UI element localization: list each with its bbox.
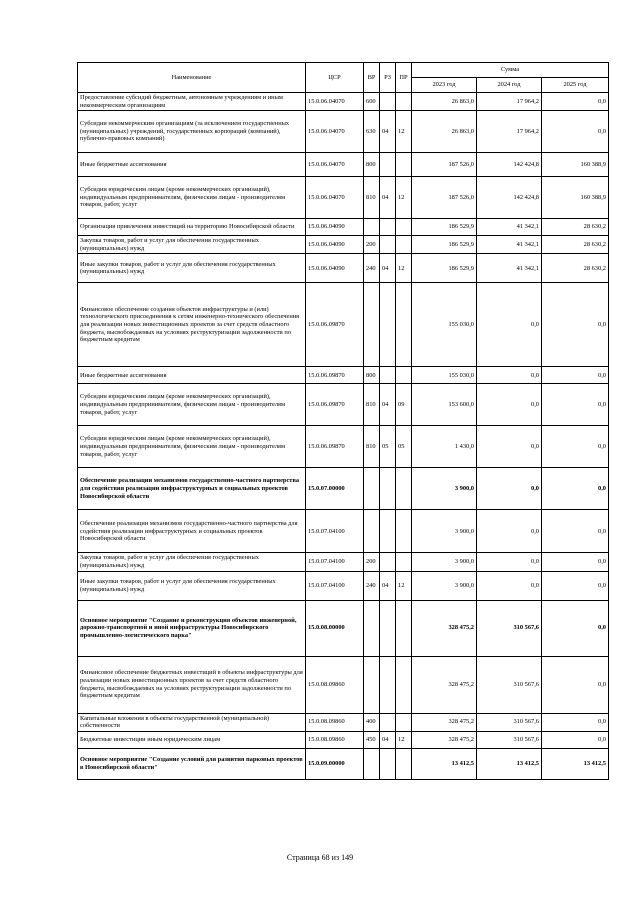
table-row (78, 468, 609, 510)
row-rz (380, 236, 396, 254)
row-csr: 15.0.06.04090 (306, 236, 364, 254)
row-name: Субсидии юридическим лицам (кроме некоммерческих организаций), индивидуальным предпринимателям, физическим лицам - производителям товаров, работ, услуг (78, 384, 306, 426)
row-value-2025: 0,0 (542, 571, 609, 600)
row-pr (396, 748, 412, 779)
table-row (78, 426, 609, 468)
row-name: Организация привлечения инвестиций на территорию Новосибирской области (78, 219, 306, 236)
row-csr: 15.0.06.04090 (306, 254, 364, 283)
row-csr: 15.0.07.00000 (306, 468, 364, 510)
row-csr: 15.0.06.04090 (306, 219, 364, 236)
row-value-2023: 3 900,0 (412, 553, 477, 571)
row-value-2024: 0,0 (477, 367, 542, 384)
row-pr: 05 (396, 426, 412, 468)
row-csr: 15.0.07.04100 (306, 571, 364, 600)
row-pr (396, 468, 412, 510)
row-vr: 200 (364, 553, 380, 571)
header-name: Наименование (78, 63, 306, 93)
row-vr: 240 (364, 571, 380, 600)
row-pr (396, 553, 412, 571)
row-pr (396, 93, 412, 111)
header-pr: ПР (396, 63, 412, 93)
row-vr: 450 (364, 731, 380, 748)
row-name: Субсидии некоммерческим организациям (за исключением государственных (муниципальных) учреждений, государственных корпораций (компаний), публично-правовых компаний) (78, 111, 306, 153)
row-value-2024: 0,0 (477, 384, 542, 426)
header-year-2024: 2024 год (477, 78, 542, 93)
row-name: Основное мероприятие "Создание условий для развития парковых проектов в Новосибирской области" (78, 748, 306, 779)
row-value-2023: 187 526,0 (412, 153, 477, 177)
row-name: Обеспечение реализации механизмов государственно-частного партнерства для содействия реализации инфраструктурных и социальных проектов Новосибирской области (78, 510, 306, 553)
table-body (78, 93, 609, 780)
row-value-2023: 26 863,0 (412, 111, 477, 153)
row-rz: 04 (380, 254, 396, 283)
row-rz (380, 219, 396, 236)
row-name: Субсидии юридическим лицам (кроме некоммерческих организаций), индивидуальным предпринимателям, физическим лицам - производителям товаров, работ, услуг (78, 426, 306, 468)
row-csr: 15.0.08.00000 (306, 600, 364, 656)
row-value-2024: 41 342,1 (477, 254, 542, 283)
row-rz: 05 (380, 426, 396, 468)
row-value-2025: 0,0 (542, 426, 609, 468)
row-csr: 15.0.08.09860 (306, 731, 364, 748)
row-rz (380, 468, 396, 510)
row-value-2024: 0,0 (477, 571, 542, 600)
row-pr: 12 (396, 111, 412, 153)
row-rz: 04 (380, 111, 396, 153)
row-name: Финансовое обеспечение создания объектов инфраструктуры и (или) технологического присоединения к сетям инженерно-технического обеспечения для реализации новых инвестиционных проектов за счет средств областного бюджета, высвобождаемых на условиях реструктуризации задолженности по бюджетным кредитам (78, 283, 306, 367)
table-row (78, 748, 609, 779)
row-name: Бюджетные инвестиции иным юридическим лицам (78, 731, 306, 748)
row-value-2024: 0,0 (477, 283, 542, 367)
row-vr: 240 (364, 254, 380, 283)
row-value-2025: 0,0 (542, 510, 609, 553)
row-rz (380, 553, 396, 571)
row-rz (380, 283, 396, 367)
row-value-2024: 310 567,6 (477, 656, 542, 713)
header-vr: ВР (364, 63, 380, 93)
row-vr (364, 510, 380, 553)
row-value-2023: 26 863,0 (412, 93, 477, 111)
row-value-2024: 310 567,6 (477, 713, 542, 731)
row-name: Субсидии юридическим лицам (кроме некоммерческих организаций), индивидуальным предпринимателям, физическим лицам - производителям товаров, работ, услуг (78, 177, 306, 219)
row-rz (380, 748, 396, 779)
header-rz: РЗ (380, 63, 396, 93)
row-csr: 15.0.09.00000 (306, 748, 364, 779)
row-value-2025: 0,0 (542, 283, 609, 367)
table-row (78, 731, 609, 748)
row-value-2025: 28 630,2 (542, 219, 609, 236)
row-value-2024: 0,0 (477, 468, 542, 510)
row-vr (364, 748, 380, 779)
row-value-2024: 142 424,8 (477, 153, 542, 177)
row-value-2024: 41 342,1 (477, 236, 542, 254)
row-name: Иные закупки товаров, работ и услуг для обеспечения государственных (муниципальных) нужд (78, 571, 306, 600)
row-value-2025: 0,0 (542, 93, 609, 111)
table-row (78, 93, 609, 111)
page-footer: Страница 68 из 149 (286, 853, 354, 862)
row-pr (396, 510, 412, 553)
row-csr: 15.0.06.09870 (306, 384, 364, 426)
row-csr: 15.0.07.04100 (306, 553, 364, 571)
table-row (78, 713, 609, 731)
budget-table (77, 62, 609, 780)
row-value-2023: 187 526,0 (412, 177, 477, 219)
row-value-2025: 160 388,9 (542, 153, 609, 177)
row-value-2023: 186 529,9 (412, 219, 477, 236)
row-pr: 12 (396, 254, 412, 283)
row-value-2023: 155 030,0 (412, 283, 477, 367)
row-rz (380, 600, 396, 656)
row-vr (364, 283, 380, 367)
row-pr: 12 (396, 177, 412, 219)
row-name: Закупка товаров, работ и услуг для обеспечения государственных (муниципальных) нужд (78, 236, 306, 254)
row-vr: 810 (364, 384, 380, 426)
row-value-2025: 0,0 (542, 111, 609, 153)
row-value-2025: 0,0 (542, 656, 609, 713)
row-value-2025: 160 388,9 (542, 177, 609, 219)
row-pr (396, 219, 412, 236)
row-value-2025: 13 412,5 (542, 748, 609, 779)
table-row (78, 254, 609, 283)
row-name: Обеспечение реализации механизмов государственно-частного партнерства для содействия реализации инфраструктурных и социальных проектов Новосибирской области (78, 468, 306, 510)
row-name: Иные бюджетные ассигнования (78, 367, 306, 384)
row-vr (364, 656, 380, 713)
row-vr: 630 (364, 111, 380, 153)
row-value-2023: 3 900,0 (412, 571, 477, 600)
row-rz (380, 93, 396, 111)
row-rz (380, 367, 396, 384)
row-value-2023: 328 475,2 (412, 713, 477, 731)
row-csr: 15.0.06.04070 (306, 93, 364, 111)
table-row (78, 571, 609, 600)
row-value-2025: 0,0 (542, 600, 609, 656)
row-pr (396, 153, 412, 177)
table-row (78, 656, 609, 713)
row-value-2025: 28 630,2 (542, 236, 609, 254)
row-vr: 200 (364, 236, 380, 254)
row-vr: 810 (364, 177, 380, 219)
table-row (78, 111, 609, 153)
table-row (78, 384, 609, 426)
row-csr: 15.0.06.04070 (306, 177, 364, 219)
header-csr: ЦСР (306, 63, 364, 93)
row-rz (380, 153, 396, 177)
row-pr (396, 236, 412, 254)
row-vr (364, 468, 380, 510)
row-rz: 04 (380, 177, 396, 219)
table-row (78, 219, 609, 236)
row-rz: 04 (380, 731, 396, 748)
row-value-2025: 0,0 (542, 731, 609, 748)
row-value-2024: 142 424,8 (477, 177, 542, 219)
row-pr: 12 (396, 571, 412, 600)
row-name: Финансовое обеспечение бюджетных инвестиций в объекты инфраструктуры для реализации новых инвестиционных проектов за счет средств областного бюджета, высвобождаемых на условиях реструктуризации задолженности по бюджетным кредитам (78, 656, 306, 713)
row-value-2024: 17 964,2 (477, 111, 542, 153)
row-value-2023: 155 030,0 (412, 367, 477, 384)
row-value-2024: 13 412,5 (477, 748, 542, 779)
row-csr: 15.0.06.04070 (306, 153, 364, 177)
row-name: Предоставление субсидий бюджетным, автономным учреждениям и иным некоммерческим организациям (78, 93, 306, 111)
row-pr (396, 656, 412, 713)
row-vr: 400 (364, 713, 380, 731)
row-rz: 04 (380, 384, 396, 426)
row-pr (396, 713, 412, 731)
row-csr: 15.0.06.09870 (306, 426, 364, 468)
table-row (78, 177, 609, 219)
row-value-2023: 186 529,9 (412, 236, 477, 254)
table-row (78, 283, 609, 367)
row-pr (396, 283, 412, 367)
row-vr: 810 (364, 426, 380, 468)
row-value-2024: 41 342,1 (477, 219, 542, 236)
row-csr: 15.0.07.04100 (306, 510, 364, 553)
row-value-2025: 0,0 (542, 468, 609, 510)
row-vr: 800 (364, 367, 380, 384)
row-pr (396, 600, 412, 656)
row-rz (380, 713, 396, 731)
row-vr: 600 (364, 93, 380, 111)
row-rz (380, 510, 396, 553)
row-value-2023: 3 900,0 (412, 510, 477, 553)
row-pr: 12 (396, 731, 412, 748)
table-row (78, 553, 609, 571)
row-name: Основное мероприятие "Создание и реконструкция объектов инженерной, дорожно-транспортной и иной инфраструктуры Новосибирского промышленно-логистического парка" (78, 600, 306, 656)
row-csr: 15.0.06.04070 (306, 111, 364, 153)
row-pr: 09 (396, 384, 412, 426)
row-value-2023: 1 430,0 (412, 426, 477, 468)
row-csr: 15.0.08.09860 (306, 713, 364, 731)
row-value-2023: 3 900,0 (412, 468, 477, 510)
row-value-2023: 153 600,0 (412, 384, 477, 426)
row-value-2025: 0,0 (542, 713, 609, 731)
row-value-2025: 0,0 (542, 553, 609, 571)
table-row (78, 236, 609, 254)
row-name: Закупка товаров, работ и услуг для обеспечения государственных (муниципальных) нужд (78, 553, 306, 571)
header-year-2023: 2023 год (412, 78, 477, 93)
row-csr: 15.0.08.09860 (306, 656, 364, 713)
row-value-2025: 0,0 (542, 384, 609, 426)
row-value-2023: 328 475,2 (412, 600, 477, 656)
row-name: Иные закупки товаров, работ и услуг для обеспечения государственных (муниципальных) нужд (78, 254, 306, 283)
row-value-2024: 0,0 (477, 426, 542, 468)
row-csr: 15.0.06.09870 (306, 283, 364, 367)
row-value-2025: 28 630,2 (542, 254, 609, 283)
table-row (78, 510, 609, 553)
header-year-2025: 2025 год (542, 78, 609, 93)
row-value-2023: 328 475,2 (412, 656, 477, 713)
row-vr: 800 (364, 153, 380, 177)
row-csr: 15.0.06.09870 (306, 367, 364, 384)
row-value-2024: 0,0 (477, 510, 542, 553)
row-rz (380, 656, 396, 713)
row-name: Капитальные вложения в объекты государственной (муниципальной) собственности (78, 713, 306, 731)
row-value-2024: 0,0 (477, 553, 542, 571)
row-name: Иные бюджетные ассигнования (78, 153, 306, 177)
row-pr (396, 367, 412, 384)
row-value-2023: 328 475,2 (412, 731, 477, 748)
table-row (78, 153, 609, 177)
row-value-2025: 0,0 (542, 367, 609, 384)
row-vr (364, 219, 380, 236)
row-vr (364, 600, 380, 656)
row-rz: 04 (380, 571, 396, 600)
row-value-2024: 17 964,2 (477, 93, 542, 111)
row-value-2023: 13 412,5 (412, 748, 477, 779)
row-value-2024: 310 567,6 (477, 600, 542, 656)
row-value-2023: 186 529,9 (412, 254, 477, 283)
table-row (78, 367, 609, 384)
row-value-2024: 310 567,6 (477, 731, 542, 748)
header-sum: Сумма (412, 63, 609, 78)
table-row (78, 600, 609, 656)
